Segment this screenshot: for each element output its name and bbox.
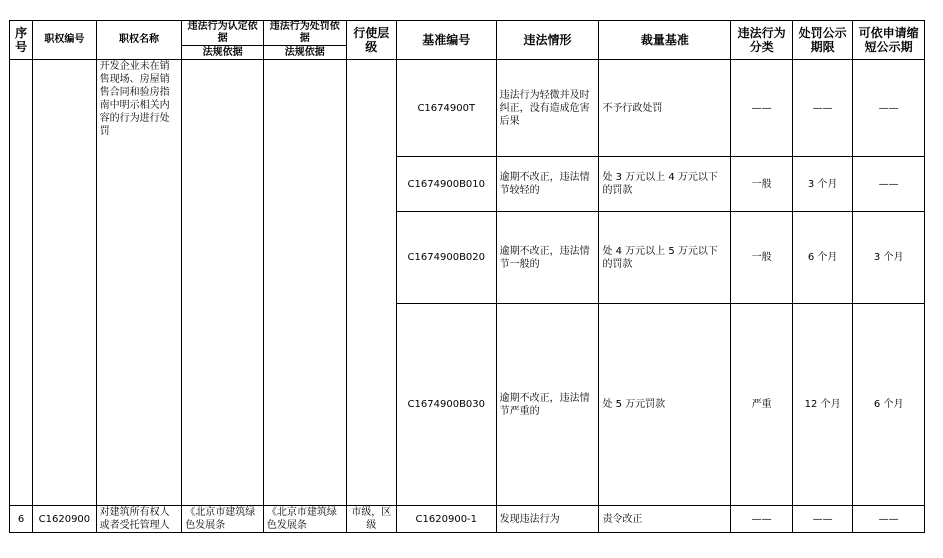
auth-name-cell: 对建筑所有权人或者受托管理人 [96,506,182,533]
std-cell: 处 4 万元以上 5 万元以下的罚款 [599,212,731,304]
basis-determine-cell [182,60,264,506]
circumstance-cell: 逾期不改正，违法情节较轻的 [496,157,599,212]
header-basis-penalty: 违法行为处罚依据 [263,21,346,46]
auth-code-cell [33,60,96,506]
std-cell: 责令改正 [599,506,731,533]
std-cell: 不予行政处罚 [599,60,731,157]
header-auth-code: 职权编号 [33,21,96,60]
header-category: 违法行为分类 [731,21,792,60]
period-cell: 6 个月 [792,212,852,304]
seq-cell: 6 [10,506,33,533]
header-std: 裁量基准 [599,21,731,60]
category-cell: —— [731,506,792,533]
level-cell [346,60,396,506]
header-circumstance: 违法情形 [496,21,599,60]
std-code-cell: C1674900B020 [396,212,496,304]
circumstance-cell: 逾期不改正，违法情节严重的 [496,304,599,506]
shorten-cell: —— [853,506,925,533]
penalty-standard-table [9,20,925,533]
std-code-cell: C1620900-1 [396,506,496,533]
circumstance-cell: 逾期不改正，违法情节一般的 [496,212,599,304]
header-std-code: 基准编号 [396,21,496,60]
category-cell: 一般 [731,212,792,304]
basis-penalty-cell [263,60,346,506]
header-law-basis-1: 法规依据 [182,46,264,60]
level-cell: 市级，区级 [346,506,396,533]
category-cell: 严重 [731,304,792,506]
basis-penalty-cell: 《北京市建筑绿色发展条 [263,506,346,533]
period-cell: —— [792,60,852,157]
std-cell: 处 3 万元以上 4 万元以下的罚款 [599,157,731,212]
header-auth-name: 职权名称 [96,21,182,60]
auth-code-cell: C1620900 [33,506,96,533]
header-seq: 序号 [10,21,33,60]
shorten-cell: 6 个月 [853,304,925,506]
std-cell: 处 5 万元罚款 [599,304,731,506]
header-level: 行使层级 [346,21,396,60]
header-basis-determine: 违法行为认定依据 [182,21,264,46]
header-period: 处罚公示期限 [792,21,852,60]
shorten-cell: —— [853,157,925,212]
table-row [10,60,925,157]
period-cell: —— [792,506,852,533]
period-cell: 3 个月 [792,157,852,212]
std-code-cell: C1674900T [396,60,496,157]
std-code-cell: C1674900B030 [396,304,496,506]
period-cell: 12 个月 [792,304,852,506]
seq-cell [10,60,33,506]
std-code-cell: C1674900B010 [396,157,496,212]
basis-determine-cell: 《北京市建筑绿色发展条 [182,506,264,533]
auth-name-cell: 开发企业未在销售现场、房屋销售合同和验房指南中明示相关内容的行为进行处罚 [96,60,182,506]
shorten-cell: 3 个月 [853,212,925,304]
header-law-basis-2: 法规依据 [263,46,346,60]
circumstance-cell: 违法行为轻微并及时纠正，没有造成危害后果 [496,60,599,157]
category-cell: 一般 [731,157,792,212]
category-cell: —— [731,60,792,157]
circumstance-cell: 发现违法行为 [496,506,599,533]
shorten-cell: —— [853,60,925,157]
header-shorten: 可依申请缩短公示期 [853,21,925,60]
table-row [10,506,925,533]
